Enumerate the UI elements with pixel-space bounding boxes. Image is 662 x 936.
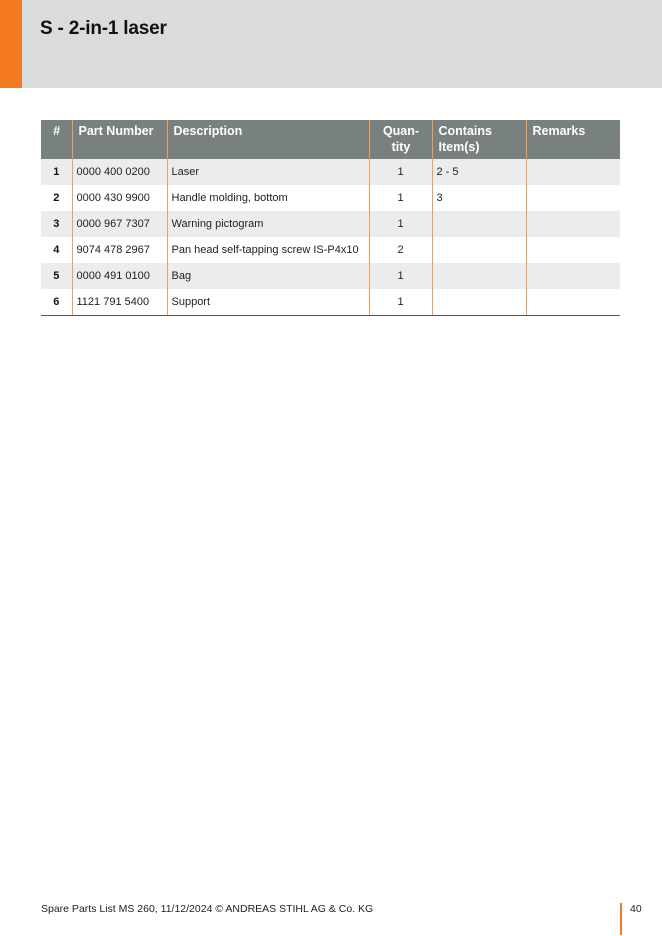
header-band (0, 0, 662, 88)
column-header-quantity-line1: Quan- (382, 124, 420, 138)
cell-part-number: 0000 967 7307 (72, 211, 167, 237)
cell-num: 6 (41, 289, 72, 316)
cell-part-number: 0000 400 0200 (72, 159, 167, 185)
cell-description: Bag (167, 263, 369, 289)
footer-text: Spare Parts List MS 260, 11/12/2024 © ANDREAS STIHL AG & Co. KG (41, 903, 374, 915)
cell-quantity: 2 (369, 237, 432, 263)
cell-part-number: 0000 430 9900 (72, 185, 167, 211)
cell-contains (432, 211, 526, 237)
cell-remarks (526, 211, 620, 237)
cell-quantity: 1 (369, 185, 432, 211)
table-row (41, 237, 620, 263)
cell-num: 1 (41, 159, 72, 185)
cell-description: Handle molding, bottom (167, 185, 369, 211)
cell-description: Laser (167, 159, 369, 185)
column-header-contains (432, 120, 526, 159)
column-header-quantity (369, 120, 432, 159)
page-number: 40 (630, 903, 642, 915)
cell-contains (432, 237, 526, 263)
cell-remarks (526, 237, 620, 263)
cell-quantity: 1 (369, 263, 432, 289)
page-title: S - 2-in-1 laser (40, 18, 167, 39)
cell-contains (432, 289, 526, 316)
column-header-num: # (41, 120, 72, 159)
cell-contains (432, 263, 526, 289)
table-row (41, 211, 620, 237)
cell-part-number: 9074 478 2967 (72, 237, 167, 263)
column-header-description: Description (167, 120, 369, 159)
cell-num: 3 (41, 211, 72, 237)
cell-contains: 3 (432, 185, 526, 211)
cell-num: 4 (53, 244, 60, 256)
cell-description: Pan head self-tapping screw IS-P4x10 (167, 237, 369, 263)
cell-remarks (526, 185, 620, 211)
column-header-contains-line2: Item(s) (438, 140, 480, 154)
table-header-row (41, 120, 620, 159)
cell-contains: 2 - 5 (432, 159, 526, 185)
cell-remarks (526, 159, 620, 185)
column-header-quantity-line2: tity (391, 140, 411, 154)
cell-remarks (526, 289, 620, 316)
cell-part-number: 0000 491 0100 (72, 263, 167, 289)
cell-num: 5 (41, 263, 72, 289)
table-row (41, 289, 620, 316)
cell-quantity: 1 (369, 159, 432, 185)
cell-num: 2 (53, 192, 60, 204)
footer-accent-bar (620, 903, 622, 935)
cell-part-number: 1121 791 5400 (72, 289, 167, 316)
table-row (41, 263, 620, 289)
parts-table (41, 120, 620, 316)
cell-quantity: 1 (369, 211, 432, 237)
cell-description: Warning pictogram (167, 211, 369, 237)
accent-bar (0, 0, 22, 88)
table-row (41, 185, 620, 211)
cell-quantity: 1 (369, 289, 432, 316)
column-header-remarks: Remarks (526, 120, 620, 159)
table-row (41, 159, 620, 185)
column-header-contains-line1: Contains (438, 124, 492, 138)
cell-remarks (526, 263, 620, 289)
column-header-part-number: Part Number (72, 120, 167, 159)
cell-description: Support (167, 289, 369, 316)
